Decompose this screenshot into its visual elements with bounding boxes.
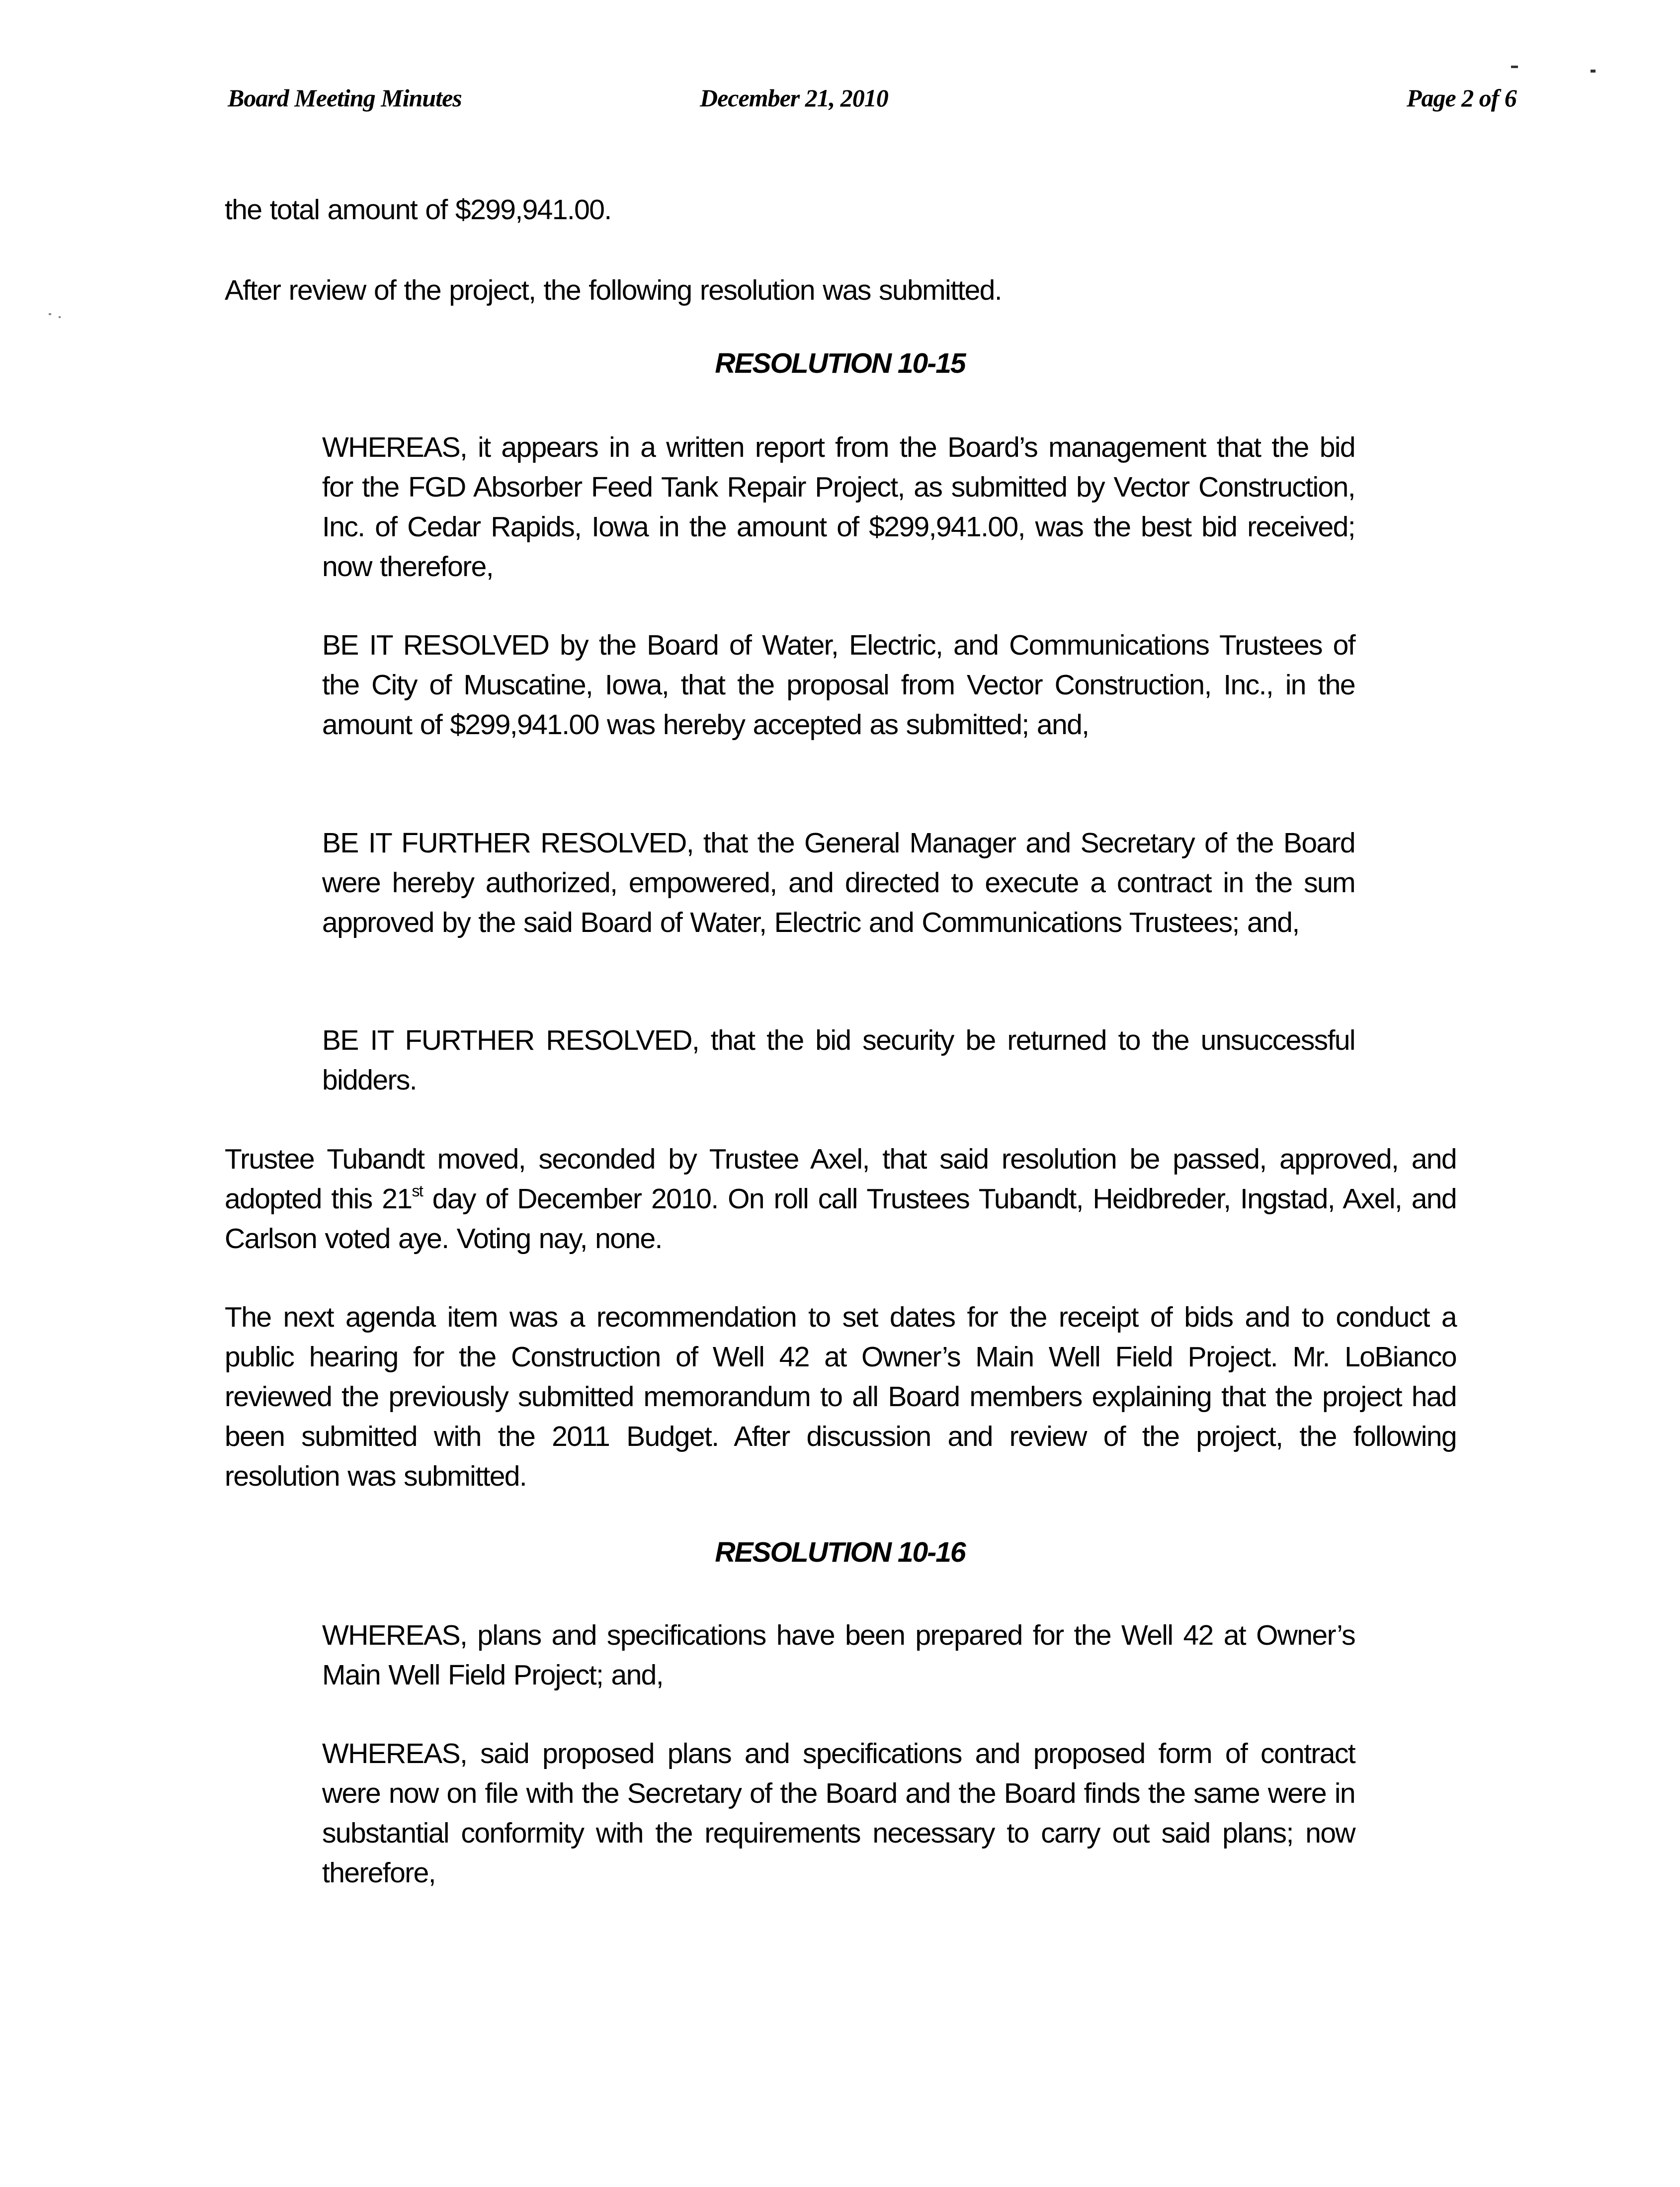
ordinal-superscript: st [412,1182,423,1200]
resolution-heading-10-16: RESOLUTION 10-16 [715,1536,965,1568]
header-page-number: Page 2 of 6 [1407,84,1516,112]
resolution-heading-10-15: RESOLUTION 10-15 [715,347,965,379]
vote-text-before-superscript: Trustee Tubandt moved, seconded by Trustee Axel, that said resolution be passed, approved, and adopted this 21 [225,1143,1456,1215]
paragraph-vote-10-15 [225,1139,1456,1259]
scan-speck [1511,66,1518,68]
header-document-title: Board Meeting Minutes [228,84,462,112]
paragraph-agenda-well-42: The next agenda item was a recommendation to set dates for the receipt of bids and to conduct a public hearing for the Construction of Well 42 at Owner’s Main Well Field Project. Mr. LoBianco reviewed the previously submitted memorandum to all Board members explaining that the project had been submitted with the 2011 Budget. After discussion and review of the project, the following resolution was submitted. [225,1301,1456,1492]
running-header [0,84,1680,123]
vote-text-after-superscript: day of December 2010. On roll call Trustees Tubandt, Heidbreder, Ingstad, Axel, and Carlson voted aye. Voting nay, none. [225,1183,1457,1255]
resolution-10-16-whereas-2: WHEREAS, said proposed plans and specifications and proposed form of contract were now on file with the Secretary of the Board and the Board finds the same were in substantial conformity with the requirements necessary to carry out said plans; now therefore, [322,1738,1355,1889]
scan-speck [59,316,61,318]
header-meeting-date: December 21, 2010 [700,84,888,112]
scan-speck [1591,70,1596,73]
resolution-10-15-further-resolved-2: BE IT FURTHER RESOLVED, that the bid security be returned to the unsuccessful bidders. [322,1024,1355,1096]
scan-speck [49,313,51,315]
resolution-10-16-whereas-1: WHEREAS, plans and specifications have been prepared for the Well 42 at Owner’s Main Well Field Project; and, [322,1619,1355,1691]
resolution-10-15-further-resolved-1: BE IT FURTHER RESOLVED, that the General Manager and Secretary of the Board were hereby authorized, empowered, and directed to execute a contract in the sum approved by the said Board of Water, Electric and Communications Trustees; and, [322,827,1355,938]
resolution-10-15-whereas: WHEREAS, it appears in a written report from the Board’s management that the bid for the FGD Absorber Feed Tank Repair Project, as submitted by Vector Construction, Inc. of Cedar Rapids, Iowa in the amount of $299,941.00, was the best bid received; now therefore, [322,431,1355,583]
paragraph-total-amount: the total amount of $299,941.00. [225,194,611,226]
resolution-10-15-resolved: BE IT RESOLVED by the Board of Water, Electric, and Communications Trustees of the City of Muscatine, Iowa, that the proposal from Vector Construction, Inc., in the amount of $299,941.00 was hereby accepted as submitted; and, [322,629,1355,741]
paragraph-review-intro: After review of the project, the following resolution was submitted. [225,274,1002,306]
